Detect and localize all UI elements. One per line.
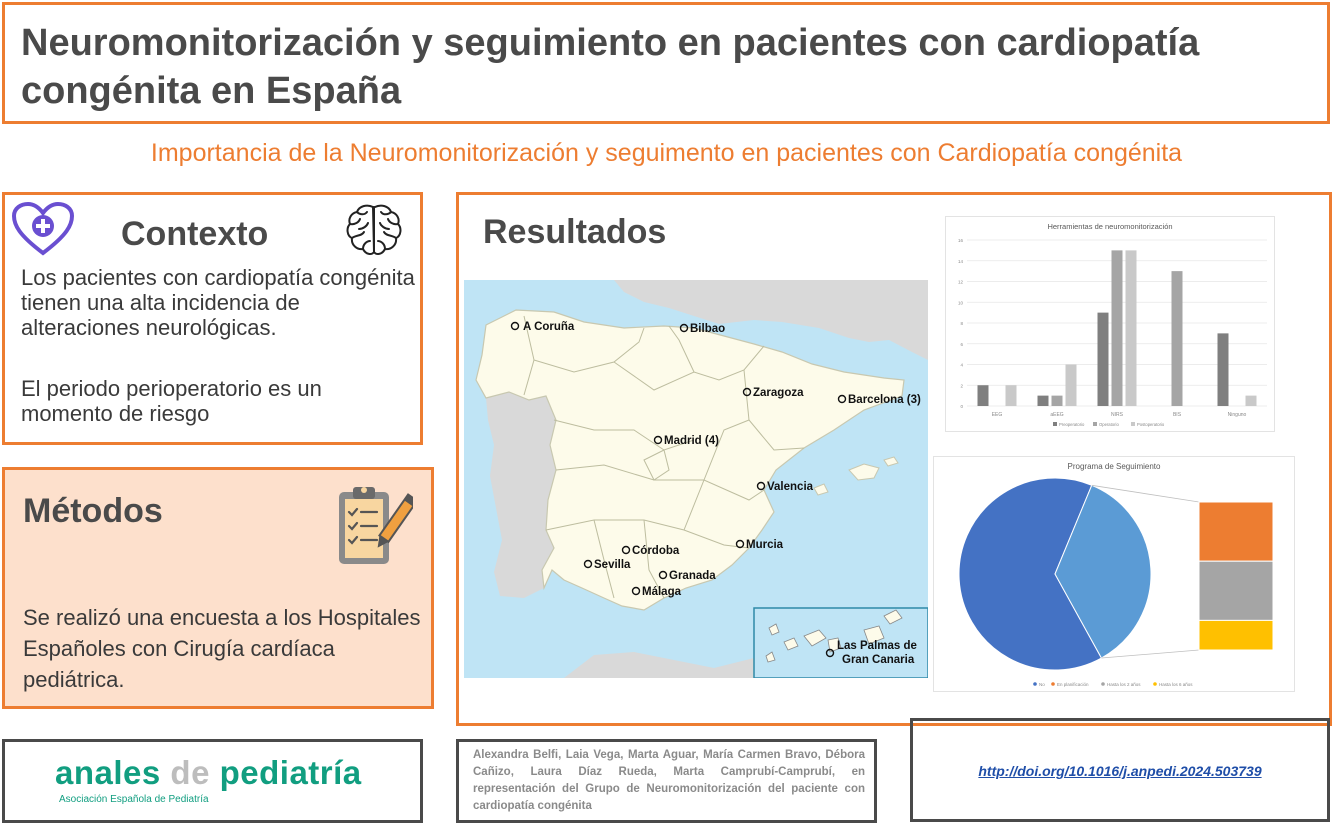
logo-word-1: anales	[55, 754, 161, 791]
legend-swatch	[1053, 422, 1057, 426]
bar	[1098, 313, 1109, 406]
clipboard-checklist-icon	[333, 482, 413, 570]
x-tick-label: BIS	[1172, 412, 1182, 418]
city-label: Córdoba	[632, 545, 680, 557]
y-tick-label: 4	[960, 362, 963, 368]
pie-chart-legend	[1033, 682, 1193, 687]
legend-swatch	[1131, 422, 1135, 426]
legend-swatch	[1101, 682, 1105, 686]
sub-bar-segment	[1199, 620, 1273, 650]
legend-swatch	[1051, 682, 1055, 686]
city-madrid	[655, 435, 720, 447]
pie-chart-seguimiento	[933, 456, 1295, 692]
doi-link[interactable]: http://doi.org/10.1016/j.anpedi.2024.503739	[978, 763, 1262, 779]
city-label: Murcia	[746, 539, 784, 551]
bar	[1066, 365, 1077, 407]
city-label: Zaragoza	[753, 387, 804, 399]
sub-bar-segment	[1199, 561, 1273, 620]
poster-title: Neuromonitorización y seguimiento en pacientes con cardiopatía congénita en España	[21, 22, 1200, 112]
bar	[978, 385, 989, 406]
x-tick-label: NIRS	[1111, 412, 1123, 418]
contexto-heading: Contexto	[121, 215, 269, 253]
bar	[1218, 333, 1229, 406]
bar	[1052, 396, 1063, 406]
contexto-paragraph-1: Los pacientes con cardiopatía congénita tienen una alta incidencia de alteraciones neurológicas.	[21, 265, 415, 340]
bar	[1006, 385, 1017, 406]
city-cordoba	[623, 545, 680, 557]
resultados-heading: Resultados	[483, 213, 667, 251]
city-label: Las Palmas de	[837, 640, 917, 652]
metodos-panel	[2, 467, 434, 709]
metodos-heading: Métodos	[23, 492, 163, 530]
city-zaragoza	[744, 387, 805, 399]
y-tick-label: 0	[960, 404, 963, 409]
journal-logo	[55, 754, 362, 792]
logo-word-2: de	[170, 754, 210, 791]
doi-box	[910, 718, 1330, 822]
legend-label: Preoperatorio	[1059, 422, 1085, 427]
y-tick-label: 10	[957, 300, 963, 306]
city-barcelona	[839, 394, 922, 406]
legend-label: En planificación	[1057, 682, 1089, 687]
bar	[1246, 396, 1257, 406]
pie-chart-title: Programa de Seguimiento	[1067, 462, 1161, 471]
bar-chart-title: Herramientas de neuromonitorización	[1047, 222, 1173, 231]
city-label: Barcelona (3)	[848, 394, 921, 406]
city-label: Sevilla	[594, 559, 631, 571]
sub-bar-segment	[1199, 502, 1273, 561]
legend-swatch	[1033, 682, 1037, 686]
title-box	[2, 2, 1330, 124]
y-tick-label: 14	[957, 258, 963, 264]
city-label: Gran Canaria	[842, 654, 915, 666]
y-tick-label: 8	[960, 321, 963, 326]
bar	[1172, 271, 1183, 406]
legend-label: Hasta los 6 años	[1159, 682, 1193, 687]
contexto-panel	[2, 192, 423, 445]
bar	[1126, 250, 1137, 406]
bar-chart-legend	[1053, 422, 1165, 427]
authors-box	[456, 739, 877, 823]
y-tick-label: 16	[957, 238, 963, 243]
spain-map	[464, 280, 928, 678]
journal-logo-box	[2, 739, 423, 823]
pie-chart-slices	[959, 478, 1273, 670]
bar	[1112, 250, 1123, 406]
city-label: Bilbao	[690, 323, 726, 335]
y-tick-label: 12	[957, 279, 963, 285]
legend-label: Operatorio	[1099, 422, 1119, 427]
city-label: Madrid (4)	[664, 435, 719, 447]
y-tick-label: 6	[960, 341, 963, 347]
metodos-text: Se realizó una encuesta a los Hospitales Españoles con Cirugía cardíaca pediátrica.	[23, 605, 421, 692]
legend-label: Postoperatorio	[1137, 422, 1165, 427]
authors-text: Alexandra Belfi, Laia Vega, Marta Aguar, María Carmen Bravo, Débora Cañizo, Laura Díaz Rueda, Marta Camprubí-Camprubí, en representación del Grupo de Neuromonitorización del paciente con cardiopatía congénita	[473, 749, 865, 812]
bar	[1038, 396, 1049, 406]
x-tick-label: Ninguno	[1227, 412, 1247, 418]
legend-swatch	[1153, 682, 1157, 686]
y-tick-label: 2	[960, 383, 963, 389]
heart-plus-icon	[11, 201, 75, 257]
logo-word-3: pediatría	[219, 754, 362, 791]
bar-chart-neuromonitorizacion	[945, 216, 1275, 432]
city-label: Málaga	[642, 586, 681, 598]
poster-subtitle: Importancia de la Neuromonitorización y seguimento en pacientes con Cardiopatía congénita	[150, 139, 1183, 167]
city-label: Granada	[669, 570, 716, 582]
legend-label: Hasta los 2 años	[1107, 682, 1141, 687]
journal-logo-subtitle: Asociación Española de Pediatría	[59, 794, 209, 805]
contexto-paragraph-2: El periodo perioperatorio es un momento de riesgo	[21, 376, 322, 426]
x-tick-label: aEEG	[1050, 412, 1064, 418]
x-tick-label: EEG	[991, 412, 1003, 418]
legend-swatch	[1093, 422, 1097, 426]
city-label: Valencia	[767, 481, 814, 493]
city-label: A Coruña	[523, 321, 575, 333]
brain-icon	[345, 201, 403, 259]
legend-label: No	[1039, 682, 1045, 687]
